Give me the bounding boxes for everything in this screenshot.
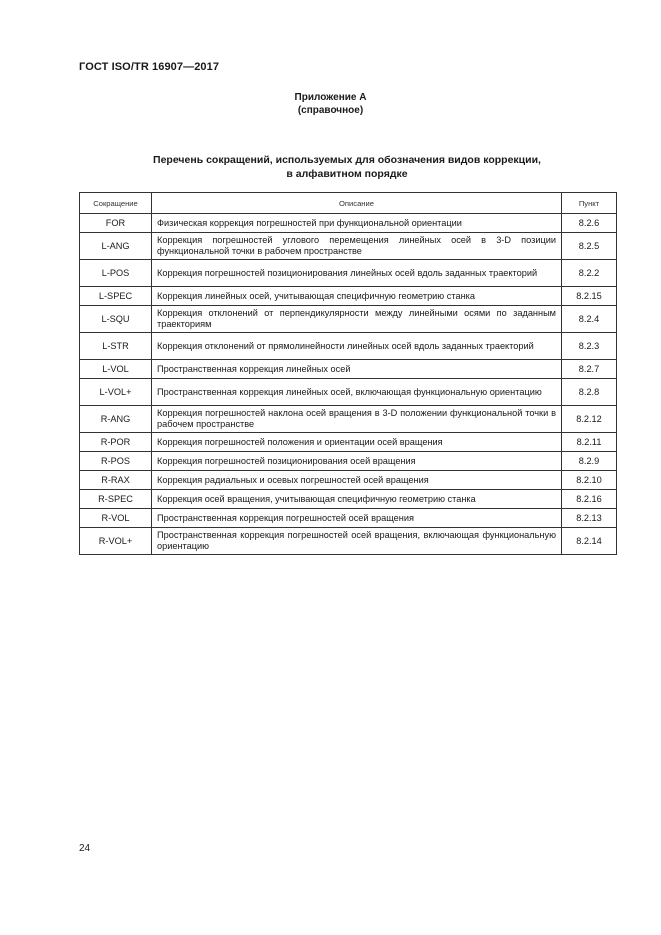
row-description: Пространственная коррекция линейных осей	[152, 360, 562, 379]
row-description: Коррекция погрешностей положения и ориентации осей вращения	[152, 433, 562, 452]
row-code: R-SPEC	[80, 490, 152, 509]
row-code: R-VOL	[80, 509, 152, 528]
row-description: Пространственная коррекция погрешностей осей вращения	[152, 509, 562, 528]
appendix-heading	[0, 91, 661, 117]
table-row	[80, 214, 617, 233]
row-description: Пространственная коррекция погрешностей осей вращения, включающая функциональную ориентацию	[152, 528, 562, 555]
page-number: 24	[79, 843, 91, 854]
appendix-title: Приложение А	[294, 92, 367, 103]
row-code: L-SPEC	[80, 287, 152, 306]
row-code: R-POR	[80, 433, 152, 452]
row-description: Коррекция погрешностей углового перемещения линейных осей в 3-D позиции функциональной точки в рабочем пространстве	[152, 233, 562, 260]
table-row	[80, 360, 617, 379]
row-reference: 8.2.16	[562, 490, 617, 509]
row-description: Пространственная коррекция линейных осей, включающая функциональную ориентацию	[152, 379, 562, 406]
row-reference: 8.2.15	[562, 287, 617, 306]
row-reference: 8.2.10	[562, 471, 617, 490]
row-description: Коррекция линейных осей, учитывающая специфичную геометрию станка	[152, 287, 562, 306]
header-description: Описание	[152, 193, 562, 214]
row-reference: 8.2.13	[562, 509, 617, 528]
row-reference: 8.2.7	[562, 360, 617, 379]
appendix-subtitle: (справочное)	[297, 105, 364, 116]
table-row	[80, 528, 617, 555]
table-row	[80, 287, 617, 306]
row-code: FOR	[80, 214, 152, 233]
row-description: Коррекция погрешностей наклона осей вращения в 3-D положении функциональной точки в рабочем пространстве	[152, 406, 562, 433]
row-reference: 8.2.2	[562, 260, 617, 287]
table-row	[80, 260, 617, 287]
header-reference: Пункт	[562, 193, 617, 214]
row-description: Коррекция радиальных и осевых погрешностей осей вращения	[152, 471, 562, 490]
row-code: R-RAX	[80, 471, 152, 490]
row-code: R-VOL+	[80, 528, 152, 555]
table-row	[80, 379, 617, 406]
row-description: Коррекция отклонений от прямолинейности линейных осей вдоль заданных траекторий	[152, 333, 562, 360]
table-title-line-1: Перечень сокращений, используемых для обозначения видов коррекции,	[153, 154, 541, 166]
row-description: Коррекция погрешностей позиционирования осей вращения	[152, 452, 562, 471]
row-reference: 8.2.14	[562, 528, 617, 555]
row-code: L-POS	[80, 260, 152, 287]
table-title-line-2: в алфавитном порядке	[286, 168, 408, 180]
table-header-row	[80, 193, 617, 214]
table-row	[80, 509, 617, 528]
row-reference: 8.2.9	[562, 452, 617, 471]
header-code: Сокращение	[80, 193, 152, 214]
row-description: Физическая коррекция погрешностей при функциональной ориентации	[152, 214, 562, 233]
table-row	[80, 233, 617, 260]
row-code: L-ANG	[80, 233, 152, 260]
row-reference: 8.2.12	[562, 406, 617, 433]
row-description: Коррекция осей вращения, учитывающая специфичную геометрию станка	[152, 490, 562, 509]
table-row	[80, 490, 617, 509]
row-description: Коррекция погрешностей позиционирования линейных осей вдоль заданных траекторий	[152, 260, 562, 287]
row-reference: 8.2.8	[562, 379, 617, 406]
row-reference: 8.2.4	[562, 306, 617, 333]
document-code: ГОСТ ISO/TR 16907—2017	[79, 61, 220, 73]
row-reference: 8.2.5	[562, 233, 617, 260]
row-code: L-SQU	[80, 306, 152, 333]
table-row	[80, 433, 617, 452]
row-reference: 8.2.3	[562, 333, 617, 360]
row-reference: 8.2.6	[562, 214, 617, 233]
table-row	[80, 452, 617, 471]
row-reference: 8.2.11	[562, 433, 617, 452]
row-code: L-VOL+	[80, 379, 152, 406]
table-title	[79, 153, 615, 181]
table-row	[80, 306, 617, 333]
row-code: L-STR	[80, 333, 152, 360]
table-row	[80, 406, 617, 433]
row-description: Коррекция отклонений от перпендикулярности между линейными осями по заданным траекториям	[152, 306, 562, 333]
table-row	[80, 333, 617, 360]
row-code: R-POS	[80, 452, 152, 471]
abbreviations-table	[79, 192, 617, 555]
row-code: R-ANG	[80, 406, 152, 433]
table-row	[80, 471, 617, 490]
row-code: L-VOL	[80, 360, 152, 379]
